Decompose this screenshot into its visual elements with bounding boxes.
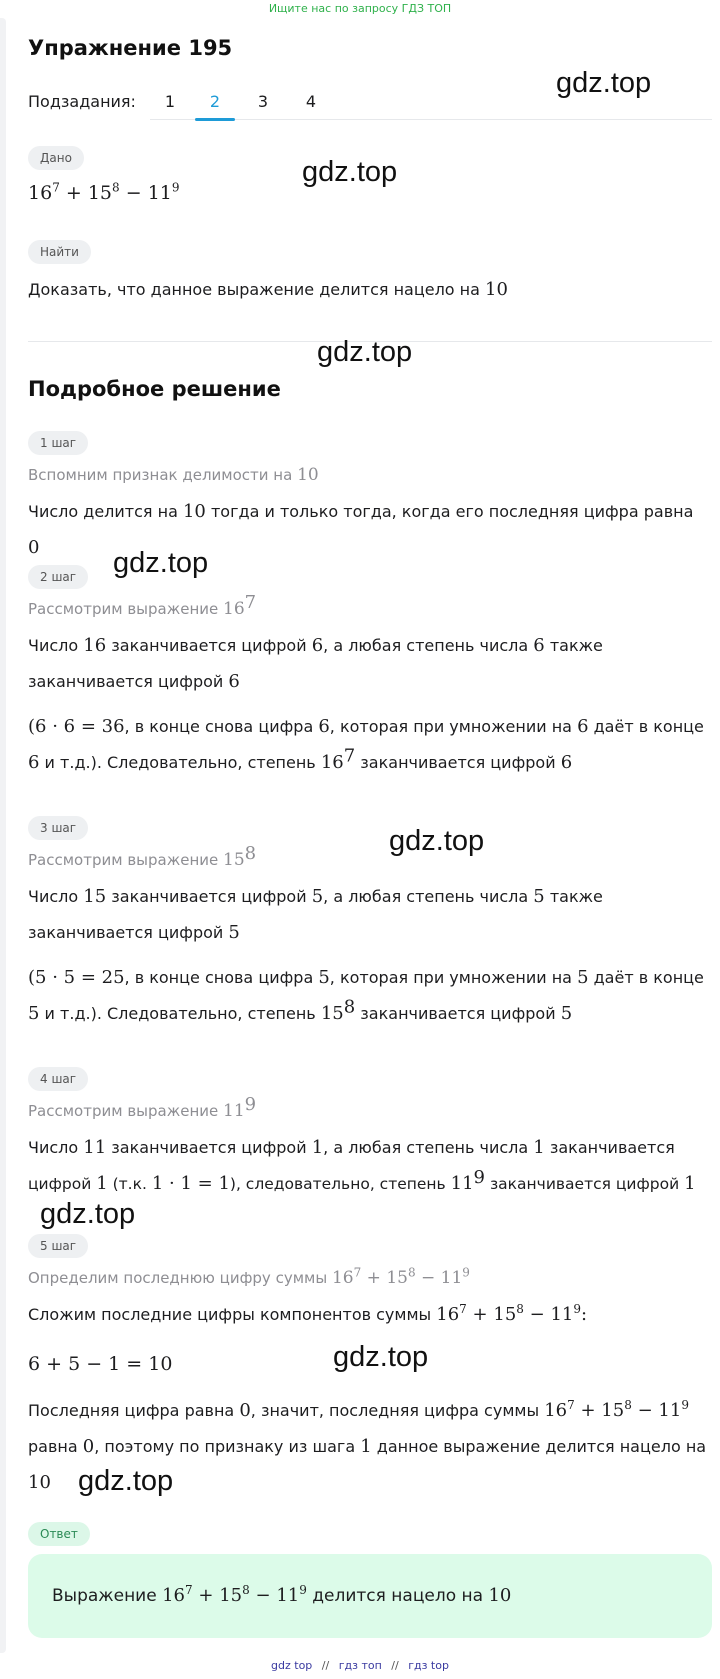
step-2-text-3: (6 · 6 = 36, в конце снова цифра 6, которая при умножении на 6 даёт в конце — [28, 716, 704, 737]
page-title: Упражнение 195 — [28, 36, 233, 60]
footer-link[interactable]: гдз top — [408, 1659, 449, 1672]
step-2-text-1: Число 16 заканчивается цифрой 6, а любая степень числа 6 также — [28, 635, 603, 656]
step-5-hint: Определим последнюю цифру суммы $16^7 + 15^8 - 11^9$ — [28, 1265, 470, 1288]
step-2-text-2: заканчивается цифрой 6 — [28, 671, 240, 692]
step-5-text-1: Сложим последние цифры компонентов суммы $16^7 + 15^8 - 11^9$: — [28, 1302, 588, 1325]
watermark-text: gdz.top — [317, 336, 413, 368]
step-1-badge: 1 шаг — [28, 431, 88, 455]
step-4-text-1: Число 11 заканчивается цифрой 1, а любая степень числа 1 заканчивается — [28, 1137, 675, 1158]
solution-title: Подробное решение — [28, 377, 281, 401]
answer-box — [28, 1554, 712, 1638]
footer-links — [0, 1659, 720, 1672]
top-promo-note[interactable]: Ищите нас по запросу ГДЗ ТОП — [268, 2, 452, 15]
watermark-text: gdz.top — [389, 825, 485, 857]
find-badge: Найти — [28, 240, 91, 264]
step-5-text-4: равна 0, поэтому по признаку из шага 1 данное выражение делится нацело на — [28, 1436, 707, 1457]
footer-separator: // — [321, 1659, 330, 1672]
answer-badge: Ответ — [28, 1522, 90, 1546]
given-badge: Дано — [28, 146, 84, 170]
step-5-calculation: 6 + 5 − 1 = 10 — [28, 1353, 173, 1375]
given-expression: $16^7 + 15^8 - 11^9$ — [28, 180, 180, 204]
step-3-hint: Рассмотрим выражение $15^8$ — [28, 843, 257, 870]
tab-subtask-3[interactable]: 3 — [257, 92, 269, 111]
active-tab-indicator — [195, 118, 235, 121]
watermark-text: gdz.top — [78, 1465, 174, 1497]
watermark-text: gdz.top — [333, 1341, 429, 1373]
step-1-text: Число делится на 10 тогда и только тогда, когда его последняя цифра равна 0 — [28, 501, 694, 558]
subtasks-label: Подзадания: — [28, 92, 136, 111]
tab-subtask-1[interactable]: 1 — [164, 92, 176, 111]
step-3-text-2: заканчивается цифрой 5 — [28, 922, 240, 943]
watermark-text: gdz.top — [302, 156, 398, 188]
step-3-text-4: 5 и т.д.). Следовательно, степень $15^8$ заканчивается цифрой 5 — [28, 996, 573, 1024]
left-edge-bar — [0, 18, 6, 1653]
footer-link[interactable]: гдз топ — [338, 1659, 382, 1672]
step-2-hint: Рассмотрим выражение $16^7$ — [28, 592, 257, 619]
step-1-hint: Вспомним признак делимости на 10 — [28, 465, 319, 485]
step-2-badge: 2 шаг — [28, 565, 88, 589]
tab-subtask-2[interactable]: 2 — [209, 92, 221, 111]
watermark-text: gdz.top — [40, 1198, 136, 1230]
footer-link[interactable]: gdz top — [271, 1659, 313, 1672]
answer-text: Выражение $16^7 + 15^8 - 11^9$ делится нацело на 10 — [52, 1583, 512, 1606]
step-4-text-2: цифрой 1 (т.к. 1 · 1 = 1), следовательно, степень $11^9$ заканчивается цифрой 1 — [28, 1166, 696, 1194]
step-3-text-3: (5 · 5 = 25, в конце снова цифра 5, которая при умножении на 5 даёт в конце — [28, 967, 704, 988]
watermark-text: gdz.top — [556, 67, 652, 99]
step-5-text-5: 10 — [28, 1472, 51, 1493]
tab-subtask-4[interactable]: 4 — [305, 92, 317, 111]
step-3-text-1: Число 15 заканчивается цифрой 5, а любая степень числа 5 также — [28, 886, 603, 907]
watermark-text: gdz.top — [113, 547, 209, 579]
step-4-hint: Рассмотрим выражение $11^9$ — [28, 1094, 257, 1121]
step-3-badge: 3 шаг — [28, 816, 88, 840]
footer-separator: // — [391, 1659, 399, 1672]
step-2-text-4: 6 и т.д.). Следовательно, степень $16^7$ заканчивается цифрой 6 — [28, 745, 573, 773]
step-5-text-3: Последняя цифра равна 0, значит, последняя цифра суммы $16^7 + 15^8 - 11^9$ — [28, 1398, 689, 1421]
find-text: Доказать, что данное выражение делится нацело на 10 — [28, 279, 508, 300]
step-5-badge: 5 шаг — [28, 1234, 88, 1258]
step-4-badge: 4 шаг — [28, 1067, 88, 1091]
